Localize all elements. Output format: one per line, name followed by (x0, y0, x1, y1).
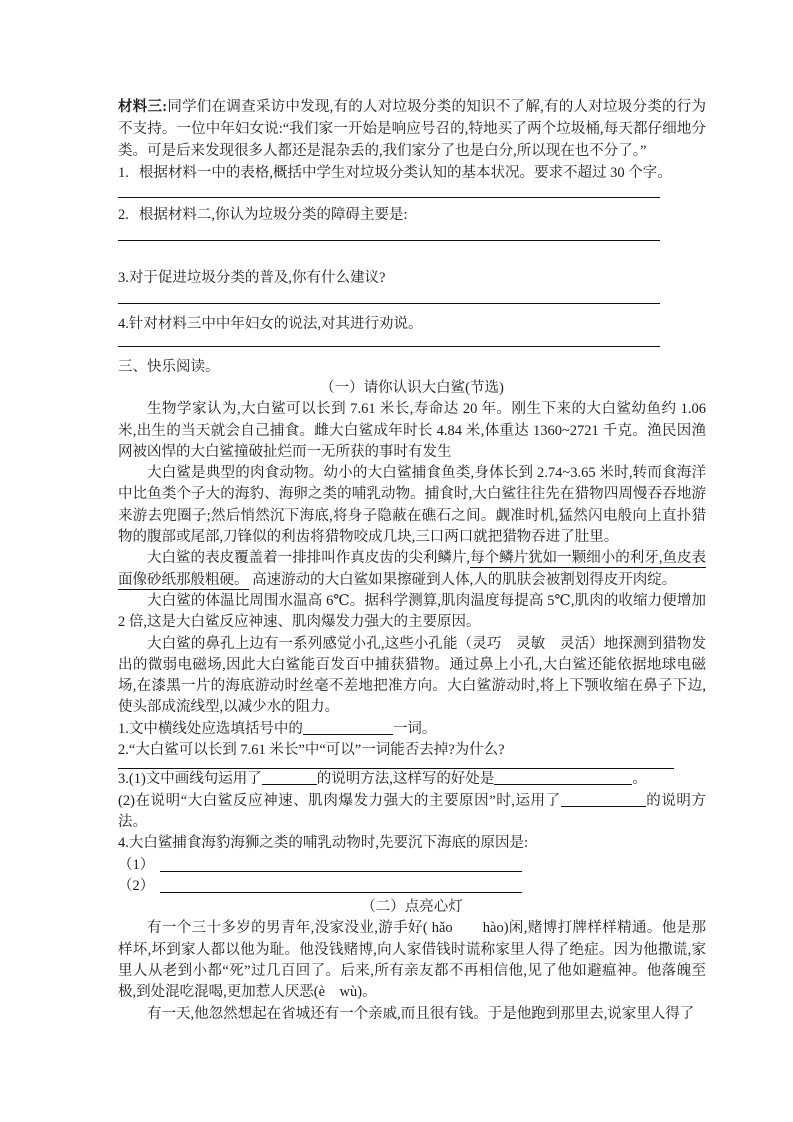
item-label: （2） (118, 877, 155, 894)
fill-in-blank (262, 771, 317, 785)
question-2-number: 2. (118, 207, 129, 223)
material3-label: 材料三: (118, 99, 168, 115)
answer-line-2 (118, 226, 660, 241)
answer-line-5 (118, 761, 674, 769)
question-text-mid: 的说明方法,这样写的好处是 (316, 771, 495, 788)
answer-line-item-2 (160, 878, 522, 893)
question-text: 1.文中横线处应选填括号中的 (118, 720, 303, 737)
paragraph-3-tail: 高速游动的大白鲨如果擦碰到人体,人的肌肤会被割划得皮开肉绽。 (248, 571, 677, 588)
reading2-paragraph-2: 有一天,他忽然想起在省城还有一个亲戚,而且很有钱。于是他跑到那里去,说家里人得了 (147, 1005, 695, 1022)
document-content (118, 96, 706, 1025)
reading1-question-3b (118, 791, 706, 834)
material-section (118, 96, 706, 378)
reading1-question-4-item-2 (118, 876, 706, 897)
item-label: （1） (118, 856, 155, 873)
question-text-suffix: 的说明方法。 (118, 792, 706, 830)
question-text-suffix: 一词。 (392, 720, 437, 737)
paragraph-3-underlined-sentence: 每个鳞片犹如一颗细小的利牙,鱼皮表面像砂纸那般粗硬。 (118, 550, 706, 588)
reading1-question-4: 4.大白鲨捕食海豹海狮之类的哺乳动物时,先要沉下海底的原因是: (118, 835, 529, 852)
reading1-paragraph-3 (118, 548, 706, 591)
material-question-4: 4.针对材料三中中年妇女的说法,对其进行劝说。 (118, 316, 423, 332)
reading2-paragraph-1: 有一个三十多岁的男青年,没家没业,游手好( hǎo hào)闲,赌博打牌样样精通。他是那样坏,坏到家人都以他为耻。他没钱赌博,向人家借钱时谎称家里人得了绝症。因为他撒谎,家里人从老到小都“死”过几百回了。后来,所有亲友都不再相信他,见了他如避瘟神。他落魄至极,到处混吃混喝,更加惹人厌恶(è wù)。 (118, 920, 706, 1001)
question-text: (2)在说明“大白鲨反应神速、肌肉爆发力强大的主要原因”时,运用了 (118, 792, 561, 809)
reading1-question-4-item-1 (118, 855, 706, 876)
question-text: 3.(1)文中画线句运用了 (118, 771, 262, 788)
question-text-suffix: 。 (632, 771, 647, 788)
paragraph-3-lead: 大白鲨的表皮覆盖着一排排叫作真皮齿的尖利鳞片, (147, 550, 471, 567)
answer-line-3 (118, 289, 660, 304)
material3-paragraph (118, 96, 706, 162)
fill-in-blank (494, 771, 632, 785)
question-2-text: 根据材料二,你认为垃圾分类的障碍主要是: (138, 207, 408, 223)
section-3-title: 三、快乐阅读。 (118, 359, 220, 375)
reading1-question-1 (118, 719, 706, 740)
answer-line-4 (118, 335, 660, 347)
answer-line-1 (118, 184, 660, 198)
material-question-1 (118, 162, 706, 184)
fill-in-blank (303, 721, 393, 735)
reading1-paragraph-2: 大白鲨是典型的肉食动物。幼小的大白鲨捕食鱼类,身体长到 2.74~3.65 米时,转而食海洋中比鱼类个子大的海豹、海卵之类的哺乳动物。捕食时,大白鲨往往先在猎物四周慢吞吞地游来游去兜圈子;然后悄然沉下海底,将身子隐蔽在礁石之间。觑准时机,猛然闪电般向上直扑猎物的腹部或尾部,刀锋似的利齿将猎物咬成几块,三口两口就把猎物吞进了肚里。 (118, 465, 706, 546)
material-question-3: 3.对于促进垃圾分类的普及,你有什么建议? (118, 270, 386, 286)
answer-line-item-1 (160, 857, 522, 872)
reading1-paragraph-4: 大白鲨的体温比周围水温高 6℃。据科学测算,肌肉温度每提高 5℃,肌肉的收缩力便增加 2 倍,这是大白鲨反应神速、肌肉爆发力强大的主要原因。 (118, 592, 706, 631)
reading1-paragraph-5: 大白鲨的鼻孔上边有一系列感觉小孔,这些小孔能（灵巧 灵敏 灵活）地探测到猎物发出的微弱电磁场,因此大白鲨能百发百中捕获猎物。通过鼻上小孔,大白鲨还能依据地球电磁场,在漆黑一片的海底游动时丝毫不差地把准方向。大白鲨游动时,将上下颚收缩在鼻子下边,使头部成流线型,以减少水的阻力。 (118, 635, 706, 716)
question-1-number: 1. (118, 165, 129, 181)
fill-in-blank (561, 793, 646, 807)
reading1-heading: （一）请你认识大白鲨(节选) (320, 380, 504, 396)
material-question-2 (118, 204, 706, 226)
material3-body: 同学们在调查采访中发现,有的人对垃圾分类的知识不了解,有的人对垃圾分类的行为不支持。一位中年妇女说:“我们家一开始是响应号召的,特地买了两个垃圾桶,每天都仔细地分类。可是后来发现很多人都还是混杂丢的,我们家分了也是白分,所以现在也不分了。” (118, 99, 706, 159)
question-1-text: 根据材料一中的表格,概括中学生对垃圾分类认知的基本状况。要求不超过 30 个字。 (138, 165, 672, 181)
reading1-paragraph-1: 生物学家认为,大白鲨可以长到 7.61 米长,寿命达 20 年。刚生下来的大白鲨幼鱼约 1.06 米,出生的当天就会自己捕食。雌大白鲨成年时长 4.84 米,体重达 1360~2721 千克。渔民因渔网被凶悍的大白鲨撞破扯烂而一无所获的事时有发生 (118, 401, 706, 460)
reading2-heading: （二）点亮心灯 (361, 899, 463, 916)
reading1-question-2: 2.“大白鲨可以长到 7.61 米长”中“可以”一词能否去掉?为什么? (118, 742, 505, 759)
reading-section (118, 378, 706, 1025)
reading1-question-3a (118, 769, 706, 790)
